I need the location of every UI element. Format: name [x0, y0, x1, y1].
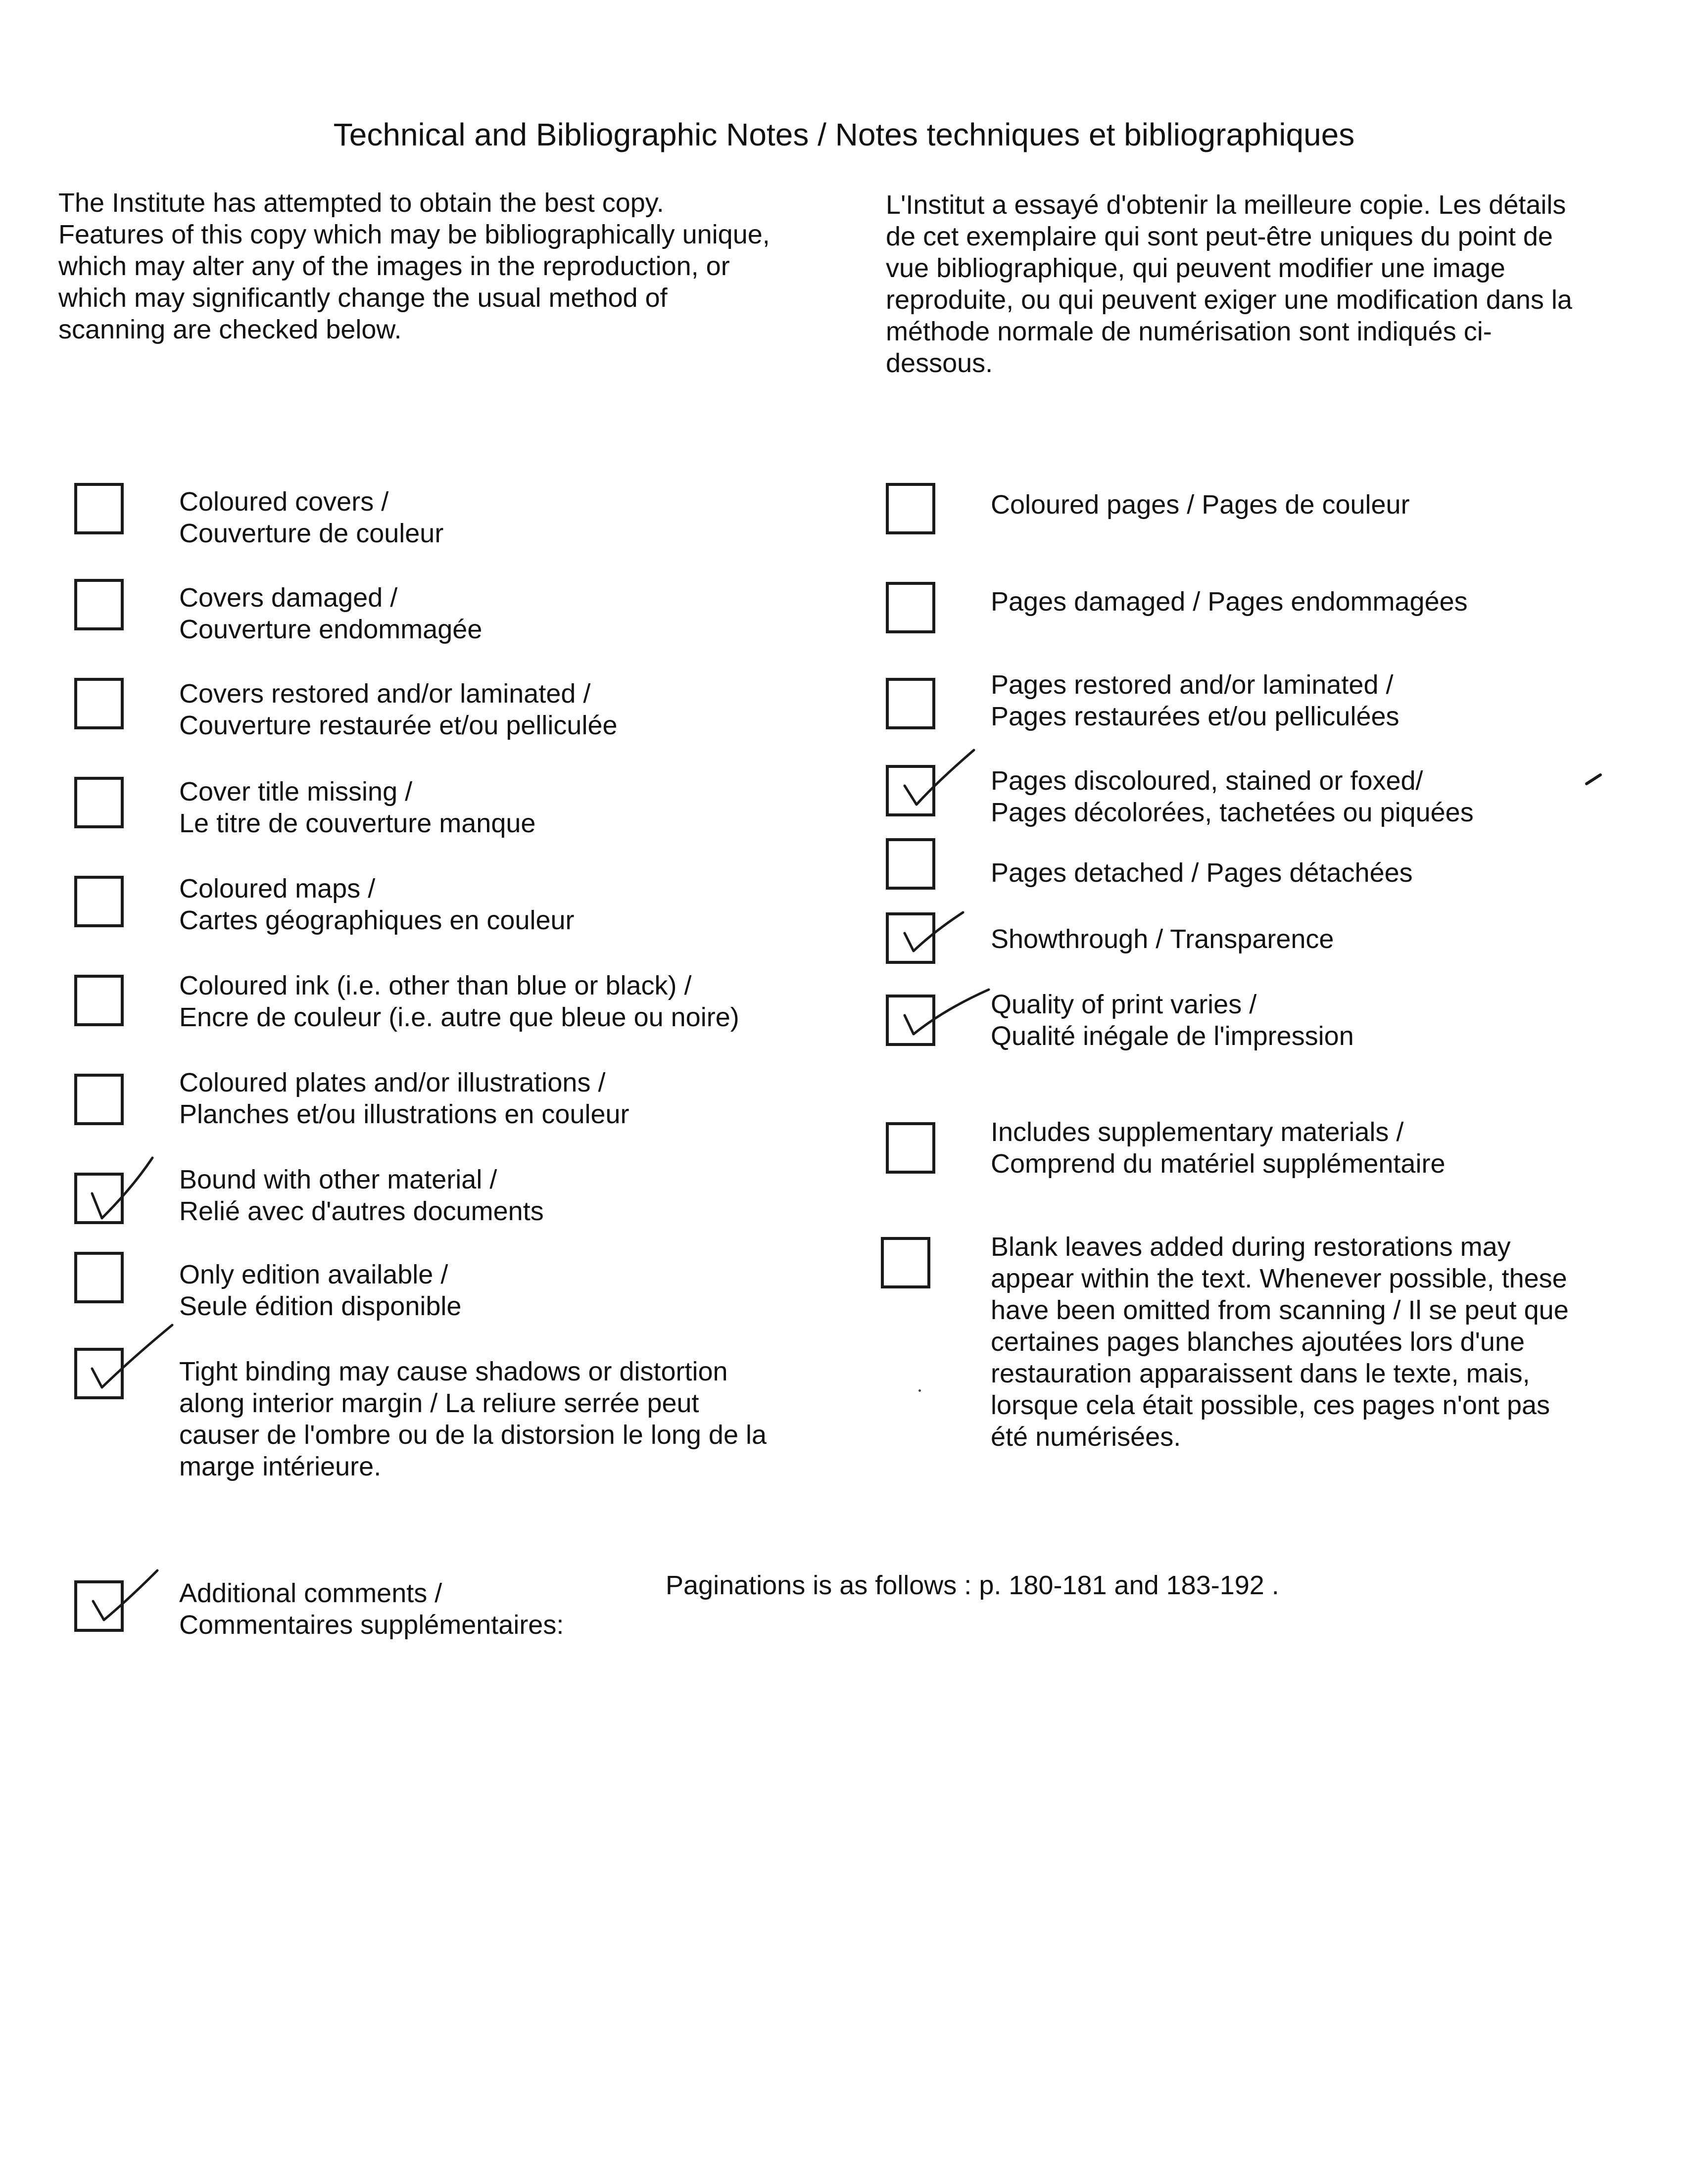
checklist-label: Coloured covers / Couverture de couleur [179, 487, 444, 548]
intro-french: L'Institut a essayé d'obtenir la meilleure copie. Les détails de cet exemplaire qui sont peut-être uniques du point de vue bibliographique, qui peuvent modifier une image reproduite, ou qui peuvent exiger une modification dans la méthode normale de numérisation sont indiqués ci- dessous. [886, 190, 1572, 378]
checklist-label: Includes supplementary materials / Comprend du matériel supplémentaire [991, 1117, 1446, 1179]
checkbox[interactable] [74, 678, 124, 729]
checklist-label: Only edition available / Seule édition disponible [179, 1260, 462, 1321]
checkbox[interactable] [74, 975, 124, 1026]
checklist-label: Showthrough / Transparence [991, 924, 1334, 954]
checklist-label: Blank leaves added during restorations may appear within the text. Whenever possible, these have been omitted from scanning / Il se peut que certaines pages blanches ajoutées lors d'une restauration apparaissent dans le texte, mais, lorsque cela était possible, ces pages n'ont pas été numérisées. [991, 1232, 1569, 1452]
checklist-label: Coloured maps / Cartes géographiques en couleur [179, 874, 575, 935]
checklist-label: Coloured ink (i.e. other than blue or black) / Encre de couleur (i.e. autre que bleue ou noire) [179, 971, 739, 1032]
checklist-label: Covers damaged / Couverture endommagée [179, 583, 482, 644]
checkbox[interactable] [74, 876, 124, 927]
checklist-label: Coloured plates and/or illustrations / Planches et/ou illustrations en couleur [179, 1068, 629, 1129]
additional-comments-text: Paginations is as follows : p. 180-181 and 183-192 . [666, 1570, 1279, 1600]
checkbox[interactable] [886, 483, 935, 534]
checkbox[interactable] [886, 678, 935, 729]
checkmark-icon [78, 1556, 187, 1635]
checkbox[interactable] [74, 1252, 124, 1303]
stray-dot [918, 1389, 921, 1392]
checklist-label: Tight binding may cause shadows or distortion along interior margin / La reliure serrée peut causer de l'ombre ou de la distorsion le long de la marge intérieure. [179, 1357, 767, 1481]
checkbox[interactable] [74, 1074, 124, 1125]
checkbox[interactable] [886, 1122, 935, 1174]
checkbox[interactable] [886, 582, 935, 633]
checklist-label: Pages detached / Pages détachées [991, 858, 1413, 888]
checklist-label: Quality of print varies / Qualité inégale de l'impression [991, 990, 1354, 1051]
checkbox[interactable] [74, 579, 124, 630]
checklist-label: Pages discoloured, stained or foxed/ Pages décolorées, tachetées ou piquées [991, 766, 1474, 827]
checkmark-icon [890, 888, 999, 967]
checklist-label: Pages restored and/or laminated / Pages restaurées et/ou pelliculées [991, 670, 1399, 731]
checkbox[interactable] [74, 483, 124, 534]
checkmark-icon [890, 740, 999, 819]
checklist-label: Covers restored and/or laminated / Couverture restaurée et/ou pelliculée [179, 679, 618, 740]
checkbox[interactable] [881, 1237, 930, 1288]
stray-pen-mark [1584, 772, 1603, 787]
checkmark-icon [78, 1148, 187, 1227]
checklist-label: Bound with other material / Relié avec d'autres documents [179, 1165, 544, 1226]
page-title: Technical and Bibliographic Notes / Notes techniques et bibliographiques [333, 117, 1355, 152]
checklist-label: Pages damaged / Pages endommagées [991, 587, 1468, 617]
intro-english: The Institute has attempted to obtain the best copy. Features of this copy which may be bibliographically unique, which may alter any of the images in the reproduction, or which may significantly change the usual method of scanning are checked below. [58, 188, 770, 344]
checklist-label: Coloured pages / Pages de couleur [991, 490, 1410, 520]
checkmark-icon [890, 970, 999, 1049]
checkbox[interactable] [886, 838, 935, 890]
checkmark-icon [78, 1323, 187, 1402]
checklist-label: Cover title missing / Le titre de couverture manque [179, 777, 536, 838]
checklist-label: Additional comments / Commentaires supplémentaires: [179, 1578, 564, 1640]
checkbox[interactable] [74, 777, 124, 828]
